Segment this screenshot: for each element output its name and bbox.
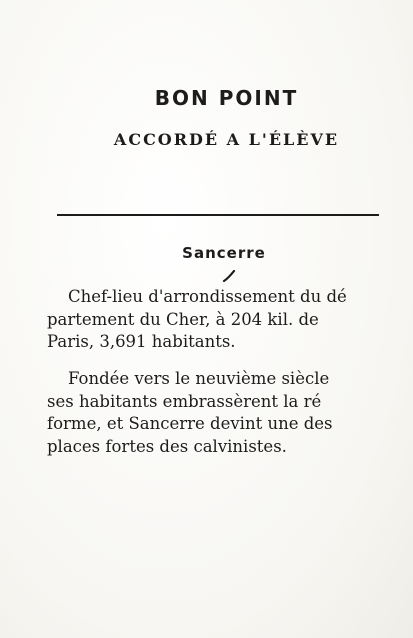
flourish-ornament bbox=[222, 270, 236, 282]
paragraph-line: Fondée vers le neuvième siècle bbox=[68, 369, 330, 388]
paragraph-line: places fortes des calvinistes. bbox=[47, 436, 287, 456]
card-title: BON POINT bbox=[154, 86, 299, 110]
place-name: Sancerre bbox=[182, 244, 266, 262]
card-subtitle: ACCORDÉ A L'ÉLÈVE bbox=[113, 130, 340, 149]
paragraph-line: ses habitants embrassèrent la ré bbox=[47, 391, 322, 411]
paragraph-line: Chef-lieu d'arrondissement du dé bbox=[68, 287, 347, 306]
history-paragraph bbox=[44, 368, 394, 458]
paragraph-line: Paris, 3,691 habitants. bbox=[47, 332, 236, 351]
paragraph-line: forme, et Sancerre devint une des bbox=[47, 414, 333, 433]
paragraph-line: partement du Cher, à 204 kil. de bbox=[47, 309, 319, 329]
description-paragraph bbox=[44, 286, 394, 354]
divider-rule bbox=[57, 214, 379, 216]
